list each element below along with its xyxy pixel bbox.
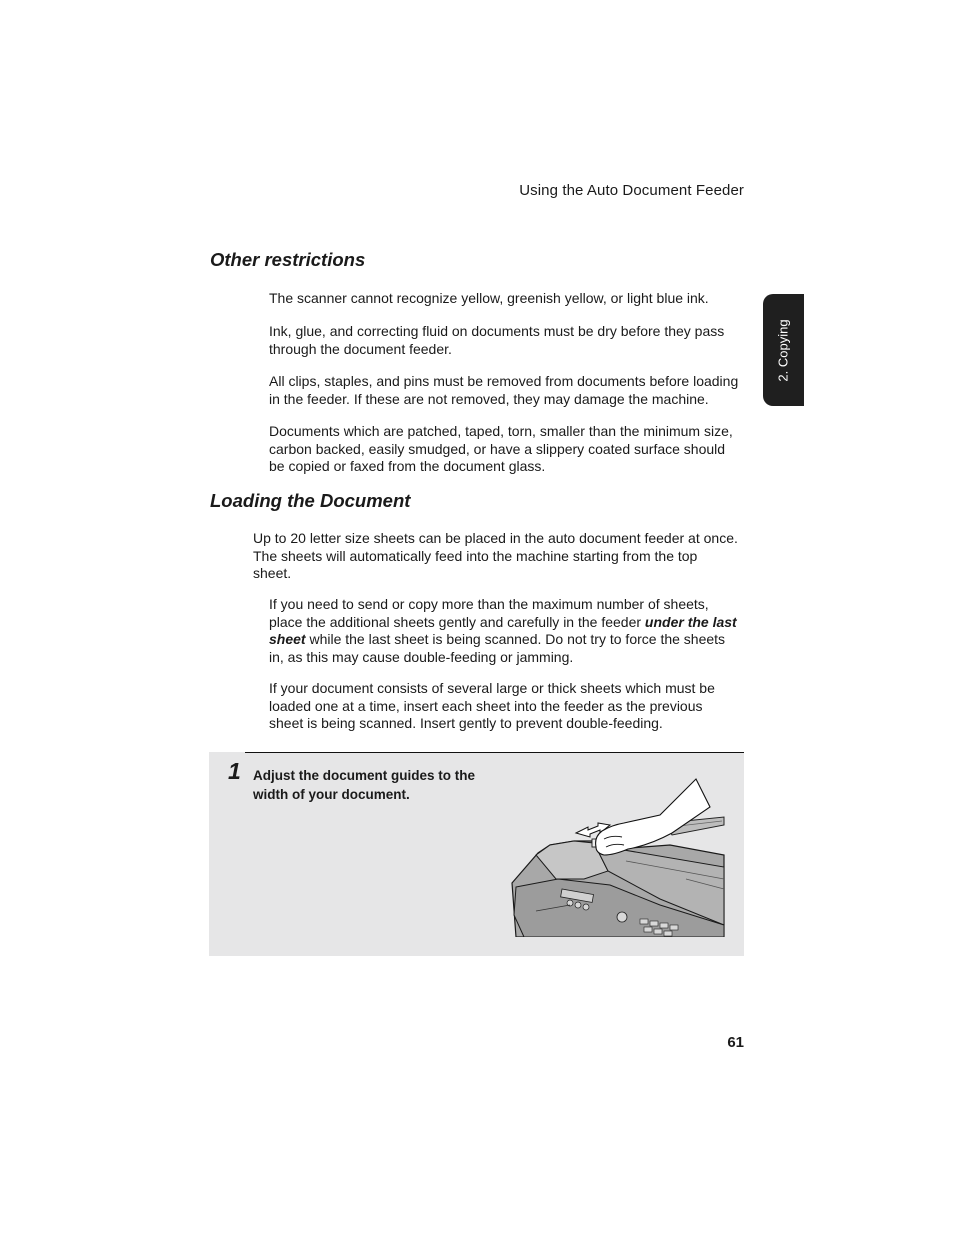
restriction-paragraph: The scanner cannot recognize yellow, greenish yellow, or light blue ink. xyxy=(269,290,709,306)
chapter-tab-label: 2. Copying xyxy=(776,318,791,382)
page-number: 61 xyxy=(727,1034,744,1051)
restriction-paragraph: Documents which are patched, taped, torn, smaller than the minimum size, carbon backed, easily smudged, or have a slippery coated surface should be copied or faxed from the document glass. xyxy=(269,423,733,474)
step-divider xyxy=(245,752,744,753)
step-instruction: Adjust the document guides to the width of your document. xyxy=(253,768,475,802)
step-number: 1 xyxy=(228,758,241,784)
fax-machine-illustration xyxy=(510,775,726,937)
note-text: while the last sheet is being scanned. Do not try to force the sheets in, as this may cause double-feeding or jamming. xyxy=(269,631,726,665)
restriction-paragraph: Ink, glue, and correcting fluid on documents must be dry before they pass through the document feeder. xyxy=(269,323,725,357)
section-title-loading-document: Loading the Document xyxy=(210,490,411,511)
note-emphasis: under the last sheet xyxy=(269,613,737,647)
restriction-paragraph: All clips, staples, and pins must be removed from documents before loading in the feeder. If these are not removed, they may damage the machine. xyxy=(269,373,739,407)
chapter-tab xyxy=(763,294,804,406)
loading-note-paragraph: If your document consists of several large or thick sheets which must be loaded one at a time, insert each sheet into the feeder as the previous sheet is being scanned. Insert gently to prevent double-feeding. xyxy=(269,680,715,731)
loading-note-paragraph xyxy=(269,596,739,666)
note-text: If you need to send or copy more than the maximum number of sheets, place the additional sheets gently and carefully in the feeder xyxy=(269,596,709,630)
running-header: Using the Auto Document Feeder xyxy=(519,182,744,199)
loading-intro-paragraph: Up to 20 letter size sheets can be placed in the auto document feeder at once. The sheets will automatically feed into the machine starting from the top sheet. xyxy=(253,530,738,581)
section-title-other-restrictions: Other restrictions xyxy=(210,249,366,270)
